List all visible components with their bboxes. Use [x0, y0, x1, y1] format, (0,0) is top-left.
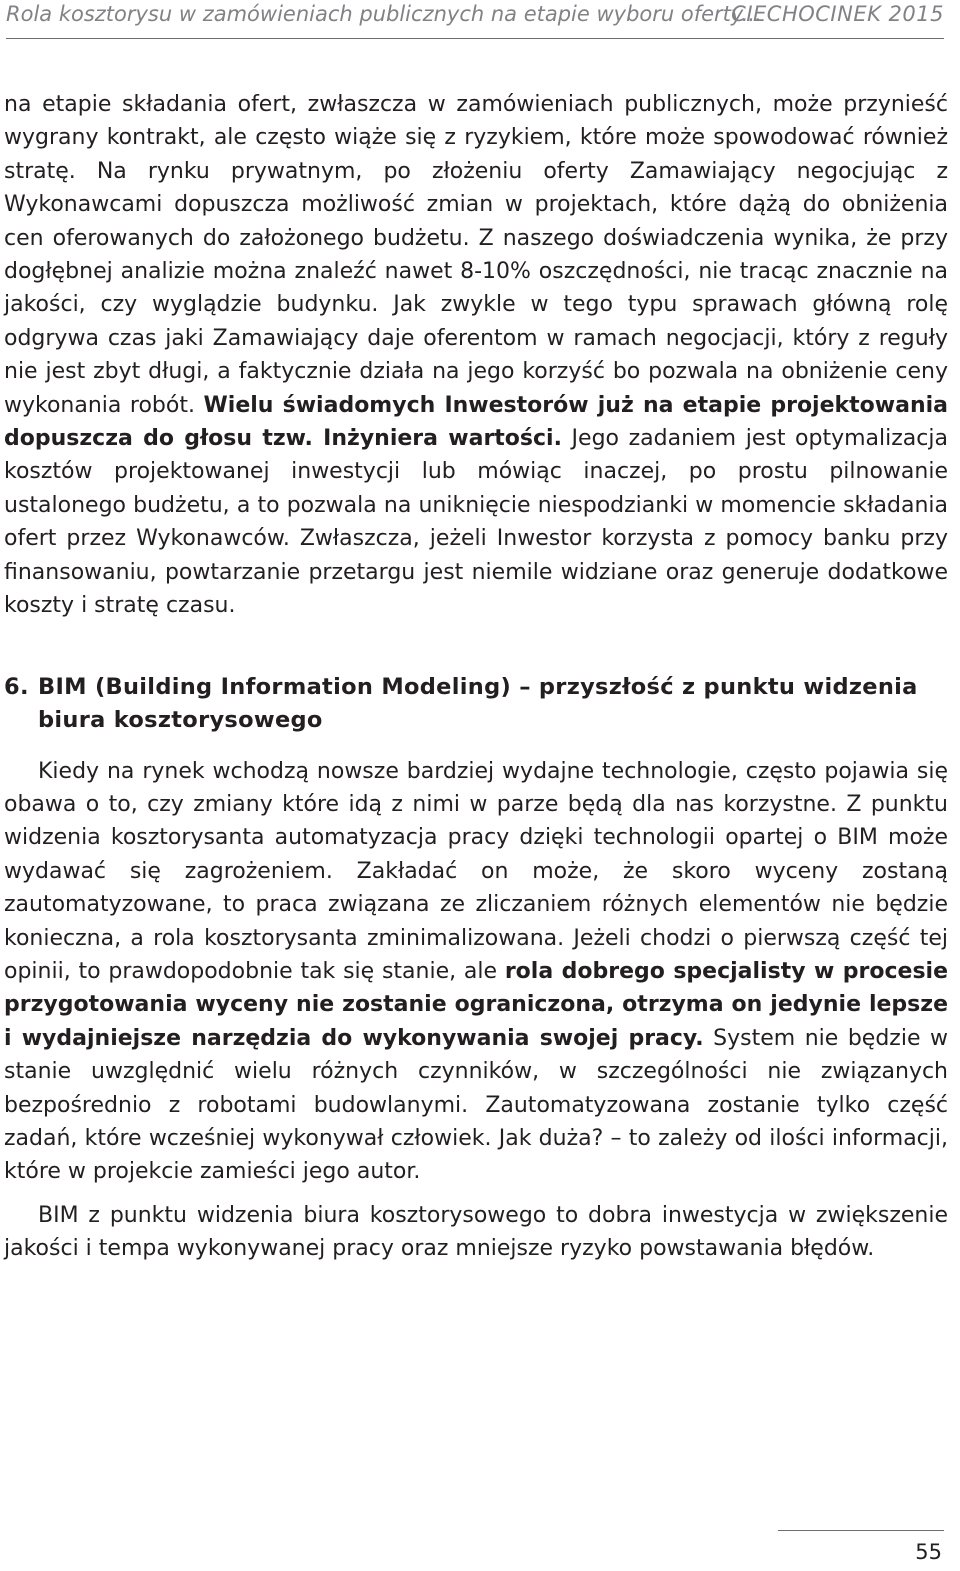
paragraph-text: System nie będzie w stanie uwzględnić wielu różnych czynników, w szczególności nie związanych bezpośrednio z robotami budowlanymi. Zautomatyzowana zostanie tylko część zadań, które wcześniej wykonywał człowiek. Jak duża? – to zależy od ilości informacji, które w projekcie zamieści jego autor.	[4, 1025, 948, 1185]
page-body	[4, 88, 948, 1266]
paragraph-text: na etapie składania ofert, zwłaszcza w zamówieniach publicznych, może przynieść wygrany kontrakt, ale często wiąże się z ryzykiem, które może spowodować również stratę. Na rynku prywatnym, po złożeniu oferty Zamawiający negocjując z Wykonawcami dopuszcza możliwość zmian w projektach, które dążą do obniżenia cen oferowanych do założonego budżetu. Z naszego doświadczenia wynika, że przy dogłębnej analizie można znaleźć nawet 8-10% oszczędności, nie tracąc znacznie na jakości, czy wyglądzie budynku. Jak zwykle w tego typu sprawach główną rolę odgrywa czas jaki Zamawiający daje oferentom w ramach negocjacji, który z reguły nie jest zbyt długi, a faktycznie działa na jego korzyść bo pozwala na obniżenie ceny wykonania robót.	[4, 92, 948, 418]
page-number: 55	[915, 1540, 942, 1564]
footer-rule	[778, 1530, 944, 1531]
section-title: BIM (Building Information Modeling) – przyszłość z punktu widzenia biura kosztorysowego	[38, 673, 918, 733]
running-header-event: CIECHOCINEK 2015	[731, 2, 944, 26]
section-heading	[4, 671, 948, 737]
paragraph-bold-text: rola dobrego specjalisty w procesie przygotowania wyceny nie zostanie ograniczona, otrzyma on jedynie lepsze i wydajniejsze narzędzia do wykonywania swojej pracy.	[4, 958, 948, 1051]
running-header	[6, 0, 944, 39]
section-number: 6.	[4, 673, 29, 700]
paragraph-text: Kiedy na rynek wchodzą nowsze bardziej wydajne technologie, często pojawia się obawa o to, czy zmiany które idą z nimi w parze będą dla nas korzystne. Z punktu widzenia kosztorysanta automatyzacja pracy dzięki technologii opartej o BIM może wydawać się zagrożeniem. Zakładać on może, że skoro wyceny zostaną zautomatyzowane, to praca związana ze zliczaniem różnych elementów nie będzie konieczna, a rola kosztorysanta zminimalizowana. Jeżeli chodzi o pierwszą część tej opinii, to prawdopodobnie tak się stanie, ale	[4, 758, 948, 984]
paragraph-value-engineering	[4, 88, 948, 623]
paragraph-bold-text: Wielu świadomych Inwestorów już na etapie projektowania dopuszcza do głosu tzw. Inżyniera wartości.	[4, 392, 948, 452]
paragraph-text: Jego zadaniem jest optymalizacja kosztów projektowanej inwestycji lub mówiąc inaczej, po prostu pilnowanie ustalonego budżetu, a to pozwala na uniknięcie niespodzianki w momencie składania ofert przez Wykonawców. Zwłaszcza, jeżeli Inwestor korzysta z pomocy banku przy finansowaniu, powtarzanie przetargu jest niemile widziane oraz generuje dodatkowe koszty i stratę czasu.	[4, 426, 948, 619]
running-header-title: Rola kosztorysu w zamówieniach publicznych na etapie wyboru oferty...	[6, 2, 762, 26]
paragraph-bim-conclusion	[4, 1199, 948, 1266]
paragraph-bim-automation	[4, 755, 948, 1189]
paragraph-text: BIM z punktu widzenia biura kosztorysowego to dobra inwestycja w zwiększenie jakości i tempa wykonywanej pracy oraz mniejsze ryzyko powstawania błędów.	[4, 1202, 948, 1262]
